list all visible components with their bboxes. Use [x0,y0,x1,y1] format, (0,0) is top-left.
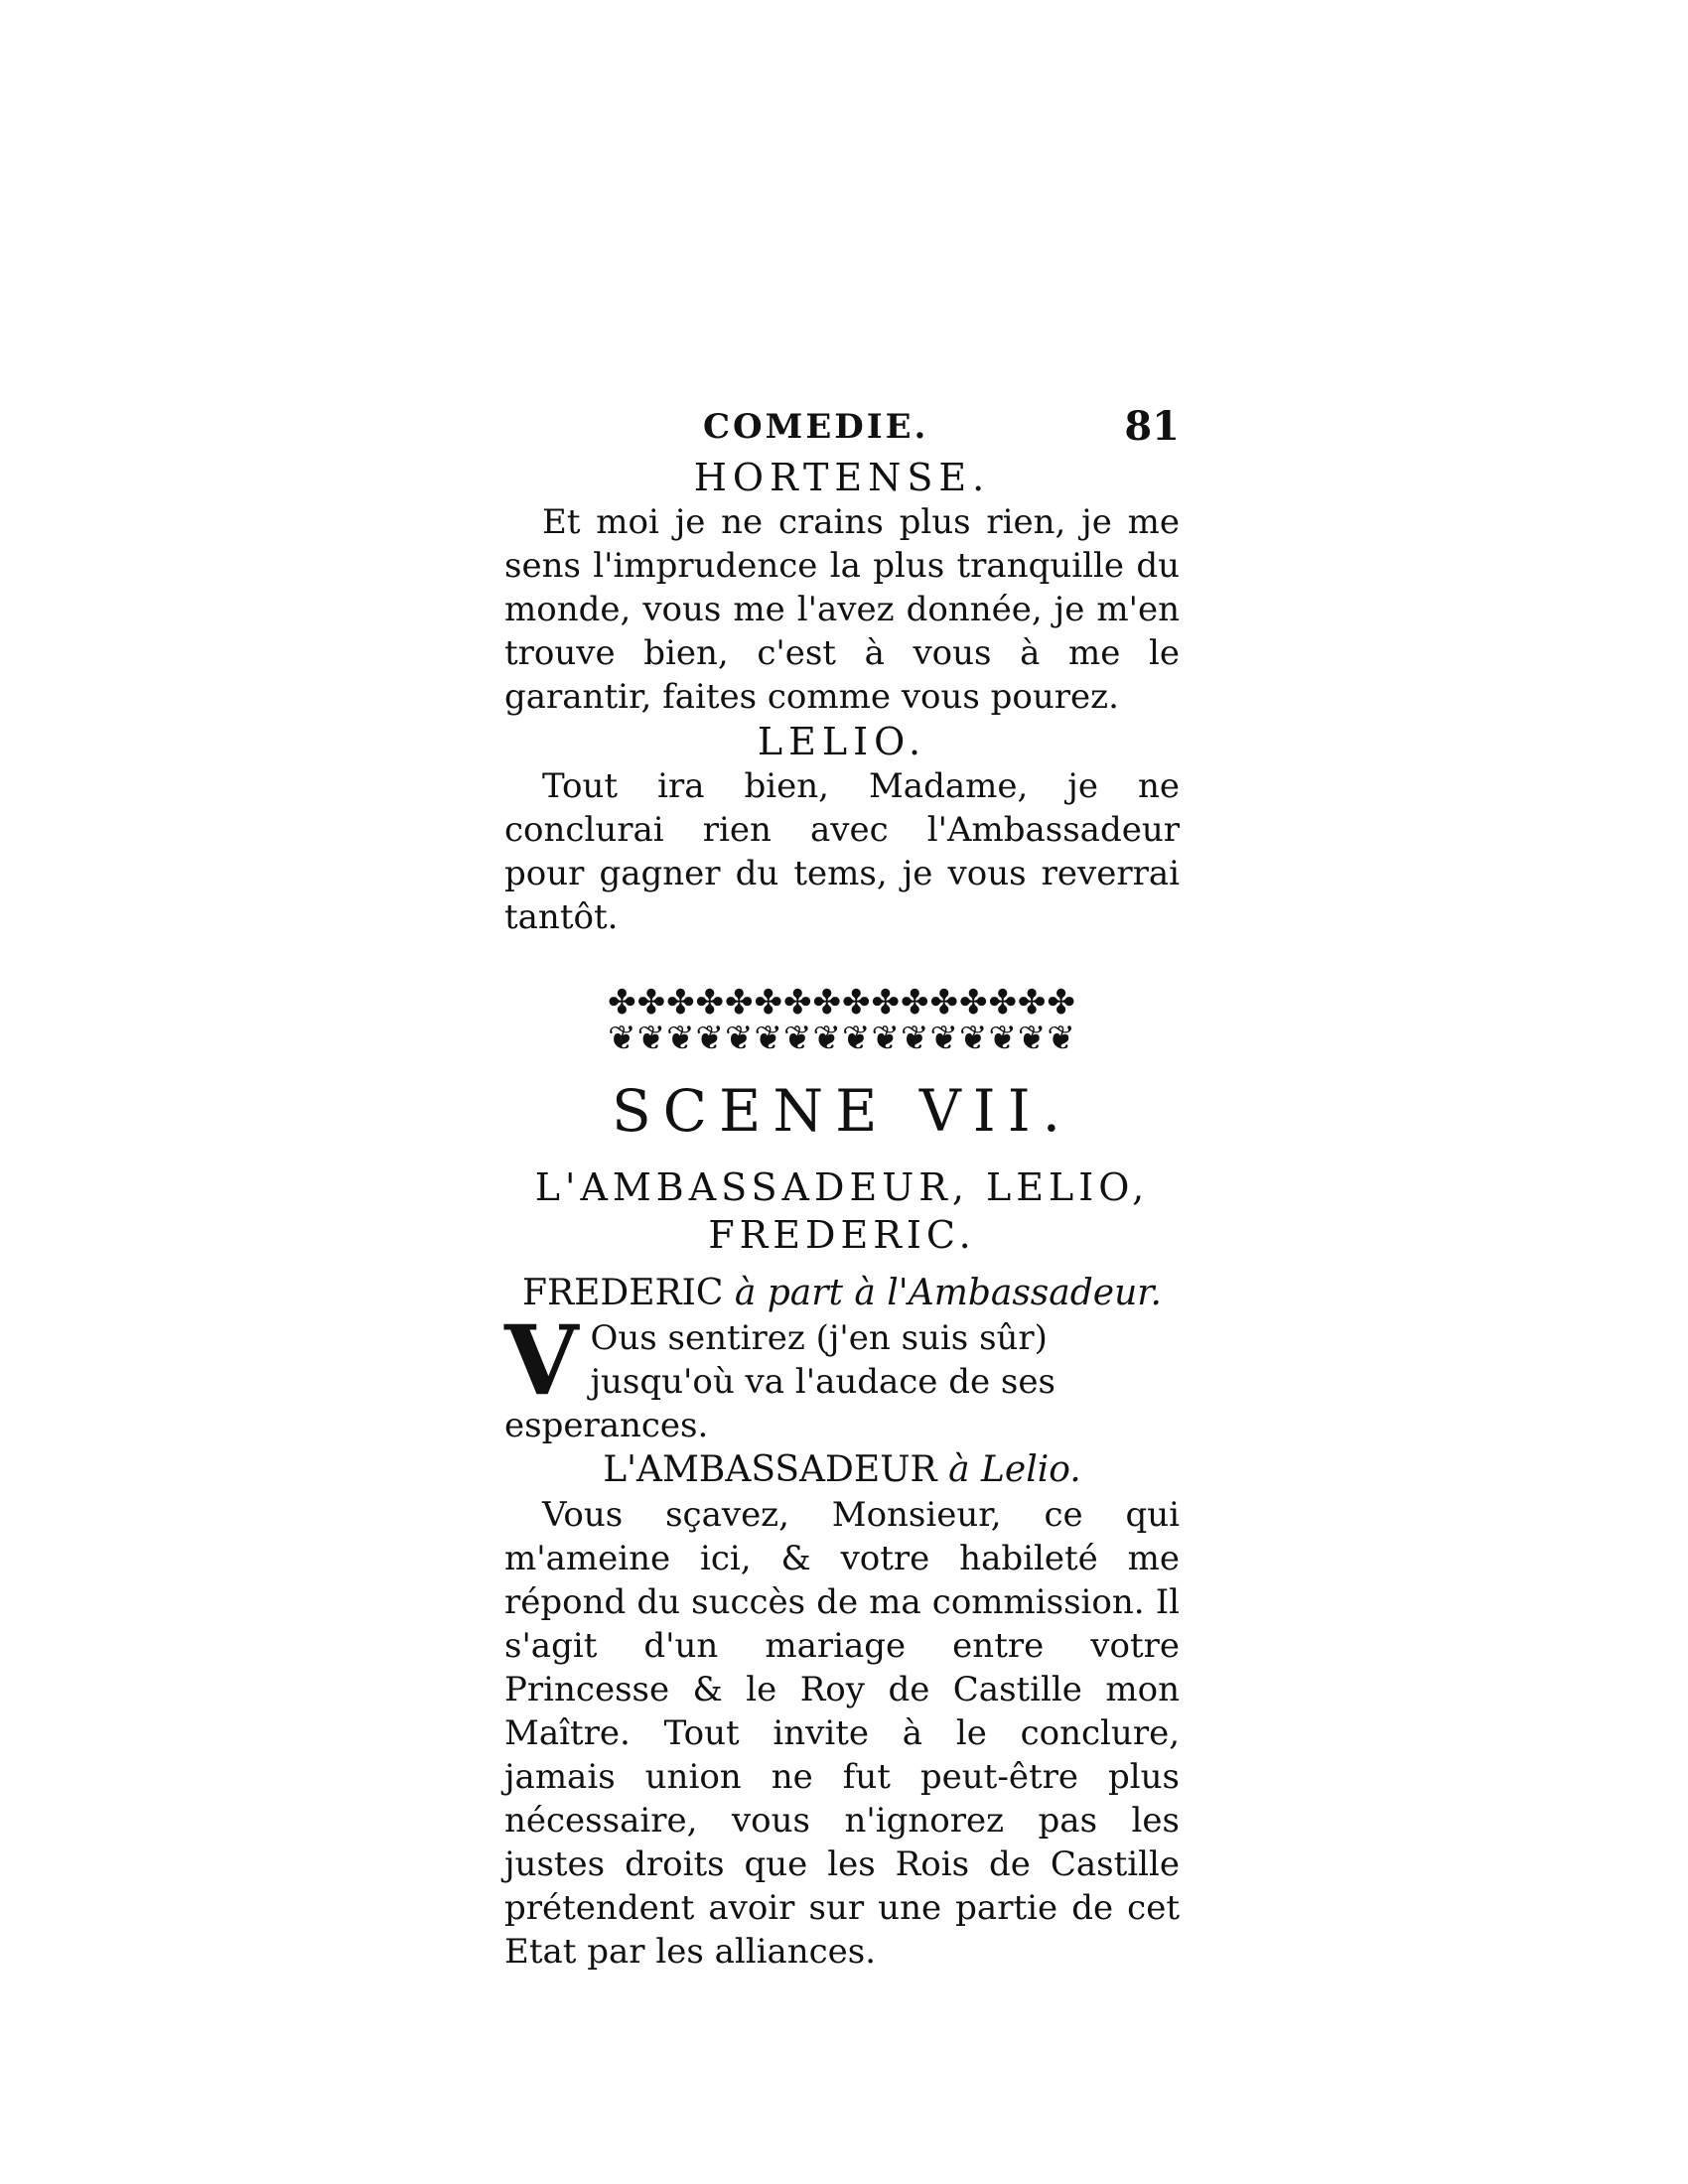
cast-line-2: FREDERIC. [708,1213,976,1257]
running-title: COMEDIE. [703,407,929,447]
speaker-lelio: LELIO. [757,720,927,763]
scene-title: SCENE VII. [611,1077,1073,1145]
speaker-ambassadeur: L'AMBASSADEUR [603,1449,937,1490]
speech-lelio: Tout ira bien, Madame, je ne conclurai rien avec l'Ambassadeur pour gagner du tems, je vous reverrai tantôt. [504,766,1180,937]
speech-frederic: Ous sentirez (j'en suis sûr) jusqu'où va l'audace de ses esperances. [504,1318,1055,1445]
frederic-speech-block [504,1304,1180,1447]
frederic-heading [504,1271,1180,1316]
stage-direction-ambassadeur: à Lelio. [948,1449,1081,1490]
ornament-flower-row: ✤✤✤✤✤✤✤✤✤✤✤✤✤✤✤✤ [608,985,1076,1023]
page-number: 81 [1124,403,1180,450]
speaker-frederic: FREDERIC [522,1273,724,1313]
stage-direction-frederic: à part à l'Ambassadeur. [734,1273,1162,1313]
ornament-scroll-row: ❦❦❦❦❦❦❦❦❦❦❦❦❦❦❦❦ [608,1019,1076,1056]
speech-ambassadeur: Vous sçavez, Monsieur, ce qui m'ameine ici, & votre habileté me répond du succès de ma commission. Il s'agit d'un mariage entre votre Princesse & le Roy de Castille mon Maître. Tout invite à le conclure, jamais union ne fut peut-être plus nécessaire, vous n'ignorez pas les justes droits que les Rois de Castille prétendent avoir sur une partie de cet Etat par les alliances. [504,1495,1180,1972]
floral-ornament-band [504,985,1180,1056]
cast-list [504,1163,1180,1259]
running-head [504,403,1180,451]
cast-line-1: L'AMBASSADEUR, LELIO, [534,1165,1150,1209]
speech-hortense: Et moi je ne crains plus rien, je me sens l'imprudence la plus tranquille du monde, vous me l'avez donnée, je m'en trouve bien, c'est à vous à me le garantir, faites comme vous pourez. [504,502,1180,717]
ambassadeur-heading [504,1447,1180,1493]
book-page [504,403,1180,1974]
speaker-hortense: HORTENSE. [693,456,991,499]
drop-cap-letter: V [504,1304,579,1417]
